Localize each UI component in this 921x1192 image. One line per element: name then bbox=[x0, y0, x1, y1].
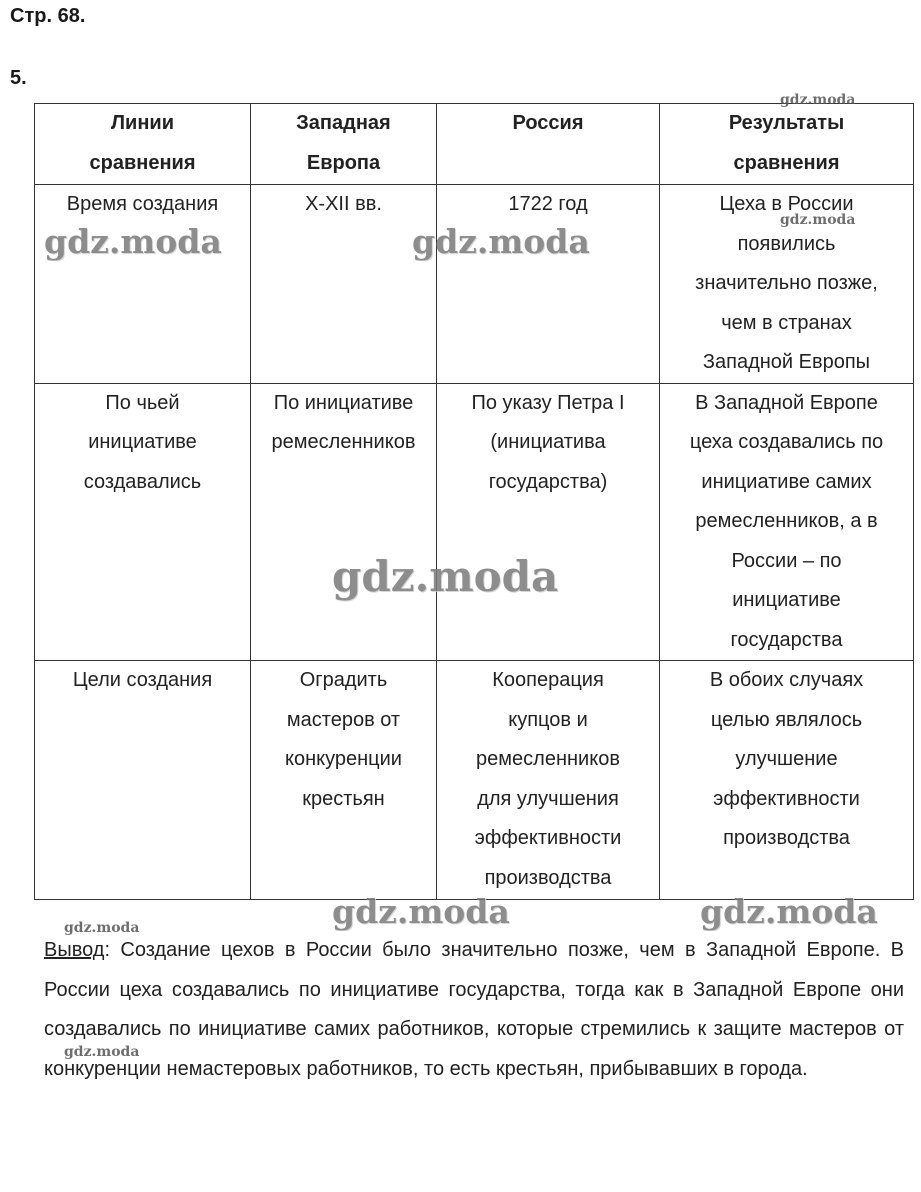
cell-line: Результаты bbox=[728, 112, 845, 134]
cell-line: Оградить bbox=[299, 669, 388, 691]
table-cell bbox=[437, 661, 660, 900]
table-cell bbox=[251, 661, 437, 900]
cell-line: мастеров от bbox=[286, 708, 401, 731]
cell-line: государства) bbox=[488, 470, 608, 493]
watermark: gdz.moda bbox=[700, 892, 878, 931]
cell-line: Линии bbox=[111, 112, 174, 134]
cell-line: Европа bbox=[306, 151, 381, 174]
table-cell bbox=[35, 661, 251, 900]
header-cell bbox=[251, 104, 437, 185]
cell-line: крестьян bbox=[302, 787, 385, 810]
watermark: gdz.moda bbox=[64, 920, 140, 936]
header-cell bbox=[35, 104, 251, 185]
cell-line: для улучшения bbox=[477, 787, 619, 810]
cell-line: эффективности bbox=[713, 787, 860, 810]
cell-line: купцов и bbox=[508, 708, 588, 731]
cell-line: Западная bbox=[296, 112, 391, 134]
cell-line: Кооперация bbox=[492, 669, 604, 691]
cell-line: Цели создания bbox=[72, 669, 213, 691]
cell-line: Россия bbox=[512, 112, 584, 134]
table-cell bbox=[251, 185, 437, 384]
table-cell bbox=[437, 185, 660, 384]
cell-line: инициативе bbox=[88, 431, 197, 453]
table-cell bbox=[660, 661, 914, 900]
cell-line: целью являлось bbox=[710, 708, 863, 731]
conclusion-paragraph bbox=[44, 931, 904, 1089]
cell-line: государства bbox=[730, 628, 843, 651]
cell-line: цеха создавались по bbox=[689, 431, 884, 453]
watermark: gdz.moda bbox=[780, 212, 856, 228]
cell-line: ремесленников, а в bbox=[695, 510, 878, 532]
table-row bbox=[35, 661, 914, 900]
page-label: Стр. 68. bbox=[10, 5, 86, 27]
cell-line: производства bbox=[723, 827, 850, 849]
cell-line: чем в странах bbox=[721, 311, 852, 334]
watermark: gdz.moda bbox=[64, 1044, 140, 1060]
watermark: gdz.moda bbox=[44, 222, 222, 261]
table-row bbox=[35, 383, 914, 661]
watermark: gdz.moda bbox=[332, 552, 559, 601]
watermark: gdz.moda bbox=[332, 892, 510, 931]
cell-line: создавались bbox=[83, 470, 202, 493]
watermark: gdz.moda bbox=[412, 222, 590, 261]
table-cell bbox=[35, 383, 251, 661]
cell-line: инициативе самих bbox=[701, 470, 872, 493]
cell-line: Время создания bbox=[66, 193, 219, 215]
table-cell bbox=[251, 383, 437, 661]
header-cell bbox=[437, 104, 660, 185]
cell-line: России – по bbox=[731, 549, 842, 572]
cell-line: инициативе bbox=[732, 589, 841, 611]
cell-line: появились bbox=[737, 232, 836, 255]
cell-line: Цеха в России bbox=[719, 193, 854, 215]
cell-line: 1722 год bbox=[508, 193, 588, 215]
cell-line: В Западной Европе bbox=[695, 391, 878, 414]
table-cell bbox=[660, 383, 914, 661]
cell-line: ремесленников bbox=[476, 748, 620, 770]
cell-line: X-XII вв. bbox=[305, 193, 382, 215]
watermark: gdz.moda bbox=[780, 92, 856, 108]
cell-line: В обоих случаях bbox=[709, 669, 864, 691]
cell-line: сравнения bbox=[89, 151, 196, 174]
cell-line: эффективности bbox=[474, 827, 622, 849]
cell-line: Западной Европы bbox=[702, 351, 871, 373]
conclusion-label: Вывод bbox=[44, 939, 105, 961]
cell-line: производства bbox=[484, 866, 612, 889]
cell-line: значительно позже, bbox=[695, 272, 878, 294]
table-cell bbox=[35, 185, 251, 384]
cell-line: (инициатива bbox=[490, 431, 606, 453]
header-cell bbox=[660, 104, 914, 185]
cell-line: По чьей bbox=[105, 391, 180, 414]
cell-line: улучшение bbox=[735, 748, 838, 770]
cell-line: сравнения bbox=[733, 151, 840, 174]
cell-line: По указу Петра I bbox=[471, 391, 625, 414]
table-header-row bbox=[35, 104, 914, 185]
task-number: 5. bbox=[10, 67, 27, 89]
cell-line: По инициативе bbox=[273, 391, 414, 414]
cell-line: ремесленников bbox=[271, 431, 416, 453]
cell-line: конкуренции bbox=[285, 748, 402, 770]
table-cell bbox=[437, 383, 660, 661]
conclusion-text: : Создание цехов в России было значительно позже, чем в Западной Европе. В России цеха создавались по инициативе государства, тогда как в Западной Европе они создавались по инициативе самих работников, которые стремились к защите мастеров от конкуренции немастеровых работников, то есть крестьян, прибывавших в города. bbox=[44, 939, 904, 1080]
